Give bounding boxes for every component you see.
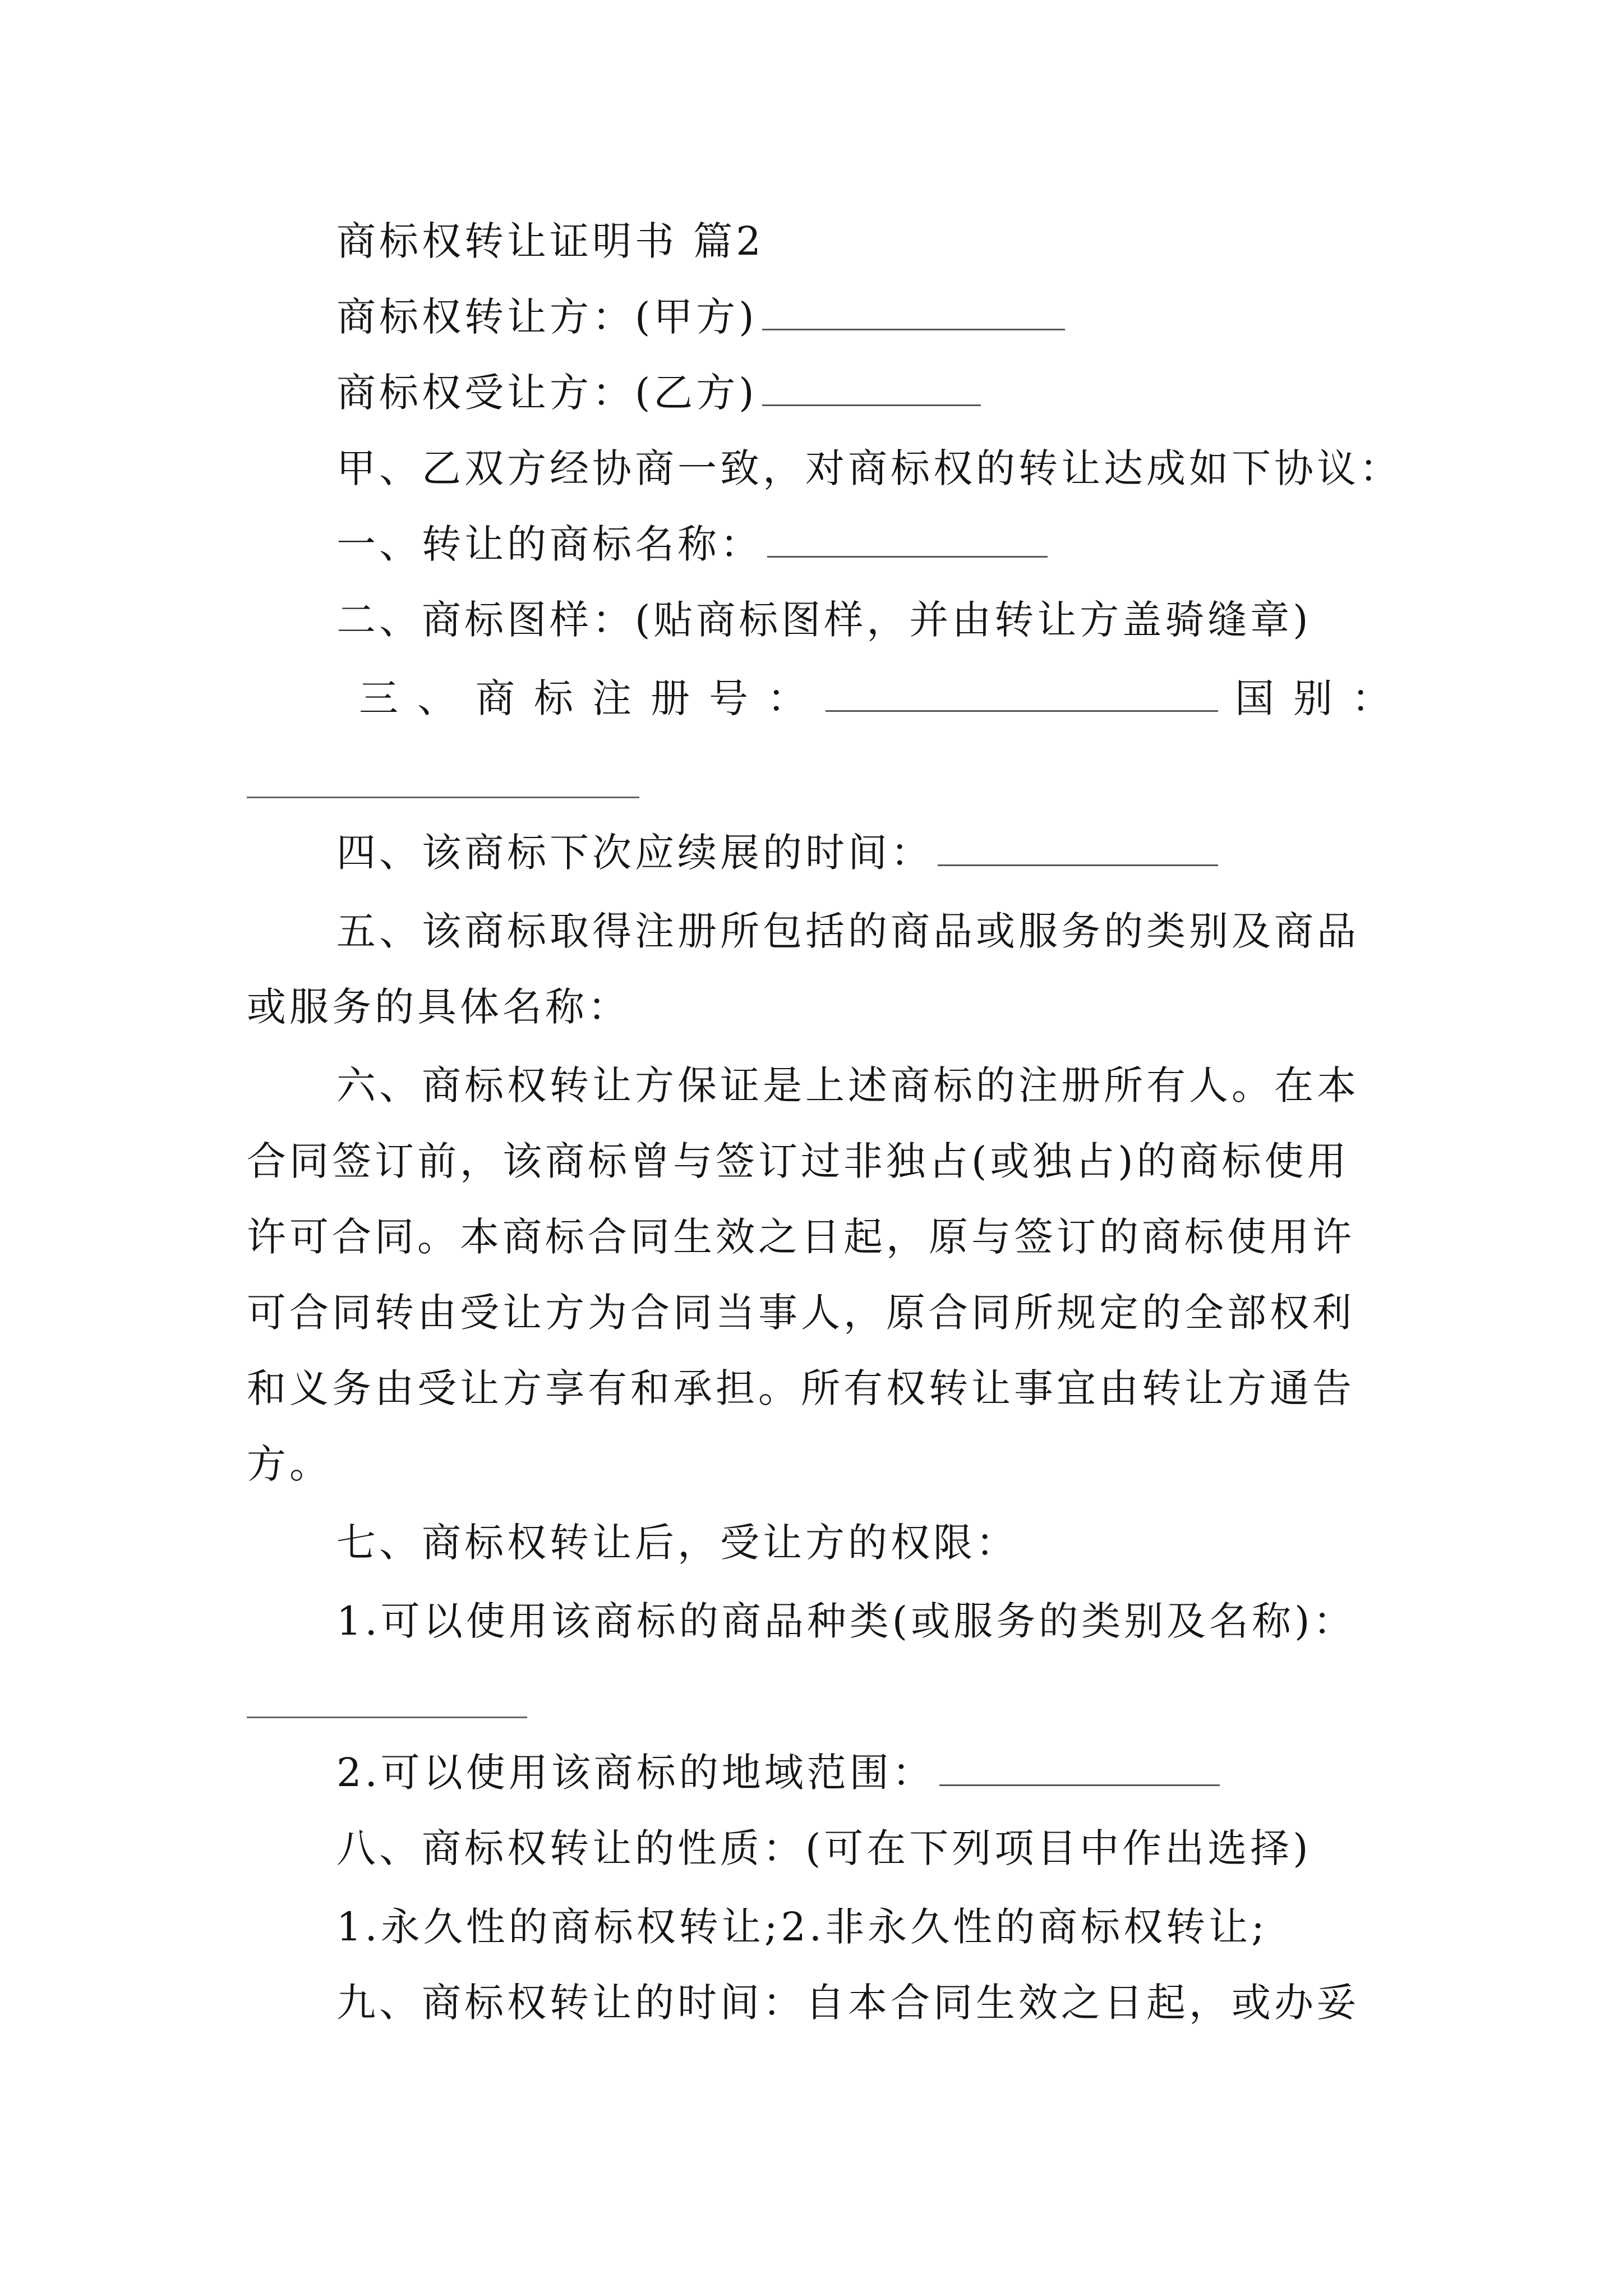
item6-line1: 六、商标权转让方保证是上述商标的注册所有人。在本 [336, 1062, 1359, 1108]
item1-line: 一、转让的商标名称： [336, 516, 1481, 572]
document-title: 商标权转让证明书 篇2 [336, 218, 764, 264]
item8-options-line: 1.永久性的商标权转让;2.非永久性的商标权转让; [336, 1904, 1268, 1950]
item7-1-line: 1.可以使用该商标的商品种类(或服务的类别及名称)： [336, 1598, 1356, 1644]
item4-line: 四、该商标下次应续展的时间： [336, 825, 1481, 881]
trademark-name-blank [767, 521, 1048, 558]
item6-line4: 可合同转由受让方为合同当事人，原合同所规定的全部权利 [247, 1290, 1355, 1336]
party-b-line: 商标权受让方：(乙方) [336, 365, 1481, 421]
goods-category-blank [247, 1717, 527, 1718]
country-blank [247, 797, 639, 798]
item6-line3: 许可合同。本商标合同生效之日起，原与签订的商标使用许 [247, 1214, 1355, 1260]
party-a-blank [762, 294, 1065, 330]
party-b-blank [762, 370, 981, 406]
item6-line6: 方。 [247, 1441, 332, 1487]
registration-number-blank [826, 675, 1218, 712]
party-a-line: 商标权转让方：(甲方) [336, 289, 1481, 345]
item5-line2: 或服务的具体名称： [247, 984, 630, 1030]
item9-line: 九、商标权转让的时间：自本合同生效之日起，或办妥 [336, 1980, 1359, 2026]
item8-line: 八、商标权转让的性质：(可在下列项目中作出选择) [336, 1825, 1312, 1871]
item6-line5: 和义务由受让方享有和承担。所有权转让事宜由转让方通告 [247, 1365, 1355, 1411]
item3-line: 三、商标注册号： 国别： [359, 675, 1410, 721]
item7-2-line: 2.可以使用该商标的地域范围： [336, 1745, 1481, 1801]
territory-blank [939, 1750, 1220, 1786]
renewal-time-blank [938, 830, 1218, 866]
item5-line1: 五、该商标取得注册所包括的商品或服务的类别及商品 [336, 908, 1359, 954]
item6-line2: 合同签订前，该商标曾与签订过非独占(或独占)的商标使用 [247, 1138, 1350, 1184]
item2-line: 二、商标图样：(贴商标图样，并由转让方盖骑缝章) [336, 597, 1312, 643]
item7-line: 七、商标权转让后，受让方的权限： [336, 1520, 1018, 1566]
intro-line: 甲、乙双方经协商一致，对商标权的转让达成如下协议： [336, 445, 1402, 491]
